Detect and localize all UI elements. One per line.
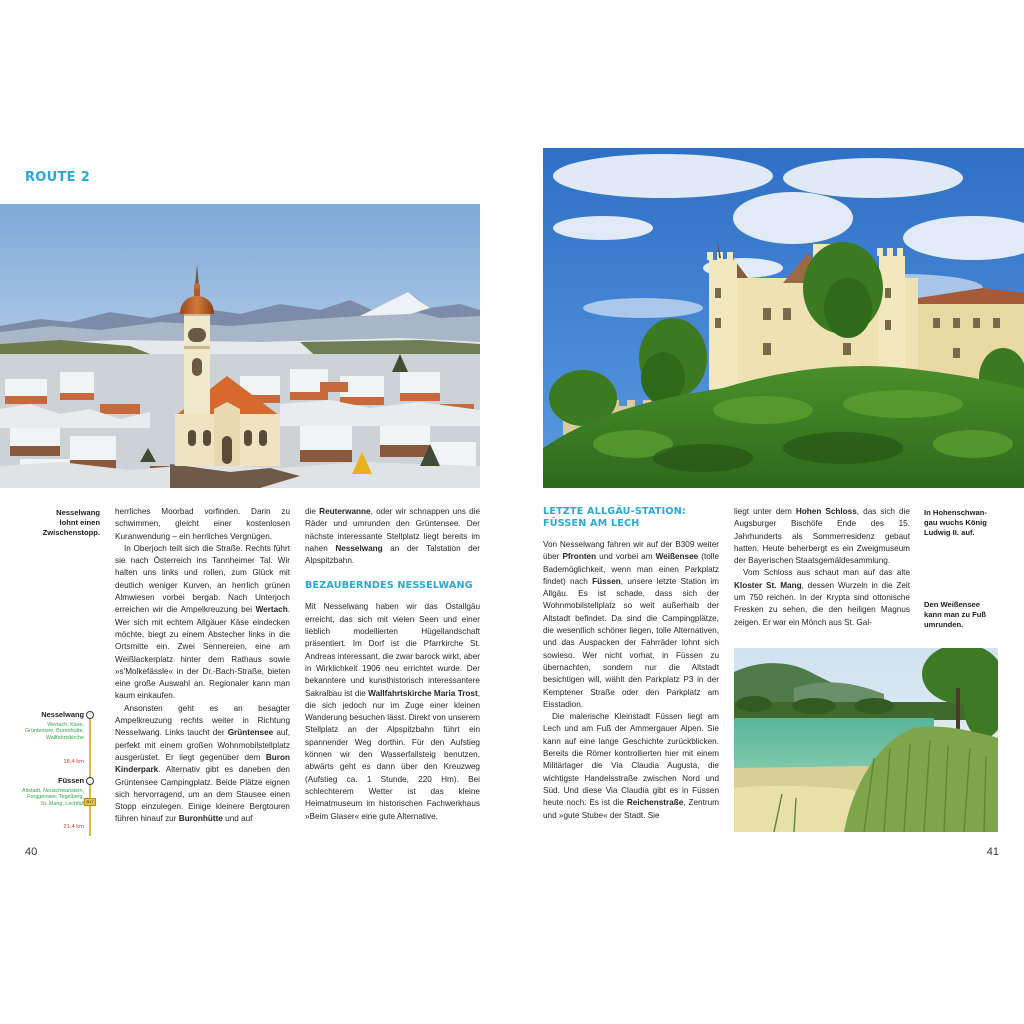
- bold-term: Pfronten: [562, 552, 597, 562]
- photo-nesselwang: [0, 204, 480, 488]
- caption-line: Den Weißensee: [924, 600, 980, 609]
- text-column: [115, 506, 290, 826]
- photo-hohenschwangau: [543, 148, 1024, 488]
- text-column: [543, 506, 719, 822]
- text-column: [734, 506, 910, 629]
- paragraph: Ansonsten geht es an besagter Ampelkreuzung rechts weiter in Richtung Nesselwang. Links taucht der Grüntensee auf, perfekt mit einem großen Wohnmobilstellplatz ausgerüstet. Er liegt gegenüber dem Buron Kinderpark. Alternativ gibt es daneben den Grüntensee Campingplatz. Beide Plätze eignen sich hervorragend, um an dem Stausee einen Stopp einzulegen. Einige kleinere Bergtouren führen hinauf zur Buronhütte und auf: [115, 703, 290, 824]
- stop-marker-icon: [86, 711, 94, 719]
- paragraph: die Reuterwanne, oder wir schnappen uns die Räder und umrunden den Grüntensee. Der nächste interessante Stellplatz liegt bereits im nahen Nesselwang an der Talstation der Alpspitzbahn.: [305, 507, 481, 566]
- bold-term: Hohen Schloss: [795, 507, 857, 516]
- route-line: [89, 716, 91, 836]
- caption-line: Ludwig II. auf.: [924, 528, 975, 537]
- caption-line: Zwischenstopp.: [42, 528, 100, 537]
- section-heading-line: FÜSSEN AM LECH: [543, 518, 640, 529]
- paragraph: In Oberjoch teilt sich die Straße. Rechts führt sie nach Österreich ins Tannheimer Tal. Wir halten uns links und rollen, zum Glück mit deutlich weniger Kurven, an herrlich grünen Almwiesen vorbei bergab. Nach Unterjoch erreichen wir die Ampelkreuzung bei Wertach. Wer sich mit echtem Allgäuer Käse eindecken möchte, biegt zu einem Abstecher links in die Ortsmitte ein. Zwei Sennereien, eine am Weißlackerplatz hinter dem Rathaus sowie »s'Molkefässle« in der Dr.-Bach-Straße, bieten eine große Auswahl an. Regionaler kann man kaum einkaufen.: [115, 543, 290, 701]
- photo-caption-castle: [924, 508, 1014, 538]
- paragraph: Von Nesselwang fahren wir auf der B309 weiter über Pfronten und vorbei am Weißensee (tolle Bademöglichkeit, wenn man einen Parkplatz findet) nach Füssen, unsere letzte Station im Allgäu. Es ist schade, dass sich der Wohnmobilstellplatz so weit außerhalb der Altstadt befindet. Da sind die Campingplätze, die wesentlich schöner liegen, tolle Alternativen, und das Auspacken der Fahrräder lohnt sich sowieso. Wer nicht vorhat, in Füssen zu übernachten, sondern nur die Altstadt besichtigen will, wählt den Parkplatz P3 in der Kemptener Straße oder den Parkplatz am Eisstadion.: [543, 540, 720, 709]
- caption-line: umrunden.: [924, 620, 964, 629]
- page-number: 40: [25, 846, 38, 858]
- paragraph: Die malerische Kleinstadt Füssen liegt am Lech und am Fuß der Ammergauer Alpen. Sie kann auf eine lange Geschichte zurückblicken. Bereits die Römer kontrollierten hier mit einem Militärlager die Via Claudia Augusta, die wichtigste Handelsstraße zwischen Nord und Süd. Und diese Via Claudia gibt es in Füssen heute noch: Es ist die Reichenstraße, Zentrum und »gute Stube« der Stadt. Sie: [543, 712, 719, 820]
- bold-term: Buron Kinderpark: [115, 752, 290, 775]
- photo-caption-lake: [924, 600, 1014, 630]
- stop-highlights: Wertach, Käse, Grüntensee, Buronhütte, Wallfahrtskirche: [24, 722, 84, 741]
- stop-name: Füssen: [58, 776, 84, 785]
- stop-highlights: Altstadt, Neuschwanstein, Forggensee, Tegelberg, St. Mang, Lechfall: [21, 788, 84, 807]
- stop-distance: 18,4 km: [63, 759, 84, 765]
- road-badge-icon: B17: [84, 798, 96, 806]
- right-page: [512, 0, 1024, 1024]
- route-strip: [20, 708, 102, 838]
- section-heading: BEZAUBERNDES NESSELWANG: [305, 580, 473, 592]
- stop-distance: 21,4 km: [63, 824, 84, 830]
- text-column: [305, 506, 480, 823]
- caption-line: lohnt einen: [59, 518, 100, 527]
- bold-term: Grüntensee: [227, 728, 274, 738]
- photo-caption-nesselwang: [24, 508, 100, 538]
- bold-term: Wertach: [255, 605, 288, 615]
- caption-line: Nesselwang: [56, 508, 100, 517]
- bold-term: Nesselwang: [335, 543, 383, 553]
- bold-term: Kloster St. Mang: [734, 580, 802, 590]
- caption-line: kann man zu Fuß: [924, 610, 987, 619]
- paragraph: Mit Nesselwang haben wir das Ostallgäu erreicht, das sich mit vielen Seen und einer lieblich modellierten Hügellandschaft präsentiert. Im Dorf ist die Pfarrkirche St. Andreas interessant, die zwar barock wirkt, aber in Wirklichkeit 1906 neu errichtet wurde. Der bekanntere und kunsthistorisch interessantere Sakralbau ist die Wallfahrtskirche Maria Trost, die sich jedoch nur im Zuge einer kleinen Wanderung besuchen lässt. Direkt von unserem Stellplatz an der Alpspitzbahn führt ein spannender Weg dorthin. Für den Aufstieg können wir den Wasserfallsteig benutzen, abwärts geht es dann über den Kreuzweg (Aufstieg ca. 1 Stunde, 220 Hm). Bei schlechterem Wetter ist das kleine Heimatmuseum im historischen Fachwerkhaus »Beim Glaser« eine gute Alternative.: [305, 602, 480, 821]
- section-heading: [543, 506, 719, 530]
- bold-term: Reichenstraße: [626, 798, 684, 808]
- bold-term: Füssen: [592, 576, 621, 586]
- photo-weissensee: [734, 648, 998, 832]
- page-number: 41: [986, 846, 999, 858]
- stop-marker-icon: [86, 777, 94, 785]
- paragraph: Vom Schloss aus schaut man auf das alte Kloster St. Mang, dessen Wurzeln in die Zeit um 750 reichen. In der Krypta sind ottonische Fresken zu sehen, die den heiligen Magnus zeigen. Er war ein Mönch aus St. Gal-: [734, 568, 910, 627]
- bold-term: Weißensee: [655, 552, 699, 562]
- paragraph: liegt unter dem Hohen Schloss, das sich die Augsburger Bischöfe Ende des 15. Jahrhunderts als Sommerresidenz gebaut hatten. Heute beherbergt es ein Zweigmuseum der Bayerischen Staatsgemäldesammlung.: [734, 507, 910, 566]
- text-body: [543, 539, 719, 822]
- paragraph: herrliches Moorbad vorfinden. Darin zu schwimmen, gleicht einer kostenlosen Kuranwendung – ein herrliches Vergnügen.: [115, 507, 290, 541]
- stop-name: Nesselwang: [41, 710, 84, 719]
- caption-line: gau wuchs König: [924, 518, 987, 527]
- section-heading-line: LETZTE ALLGÄU-STATION:: [543, 506, 686, 517]
- bold-term: Reuterwanne: [319, 507, 371, 516]
- bold-term: Wallfahrtskirche Maria Trost: [368, 688, 478, 698]
- route-heading: ROUTE 2: [25, 170, 91, 185]
- caption-line: In Hohenschwan-: [924, 508, 987, 517]
- bold-term: Buronhütte: [178, 814, 223, 824]
